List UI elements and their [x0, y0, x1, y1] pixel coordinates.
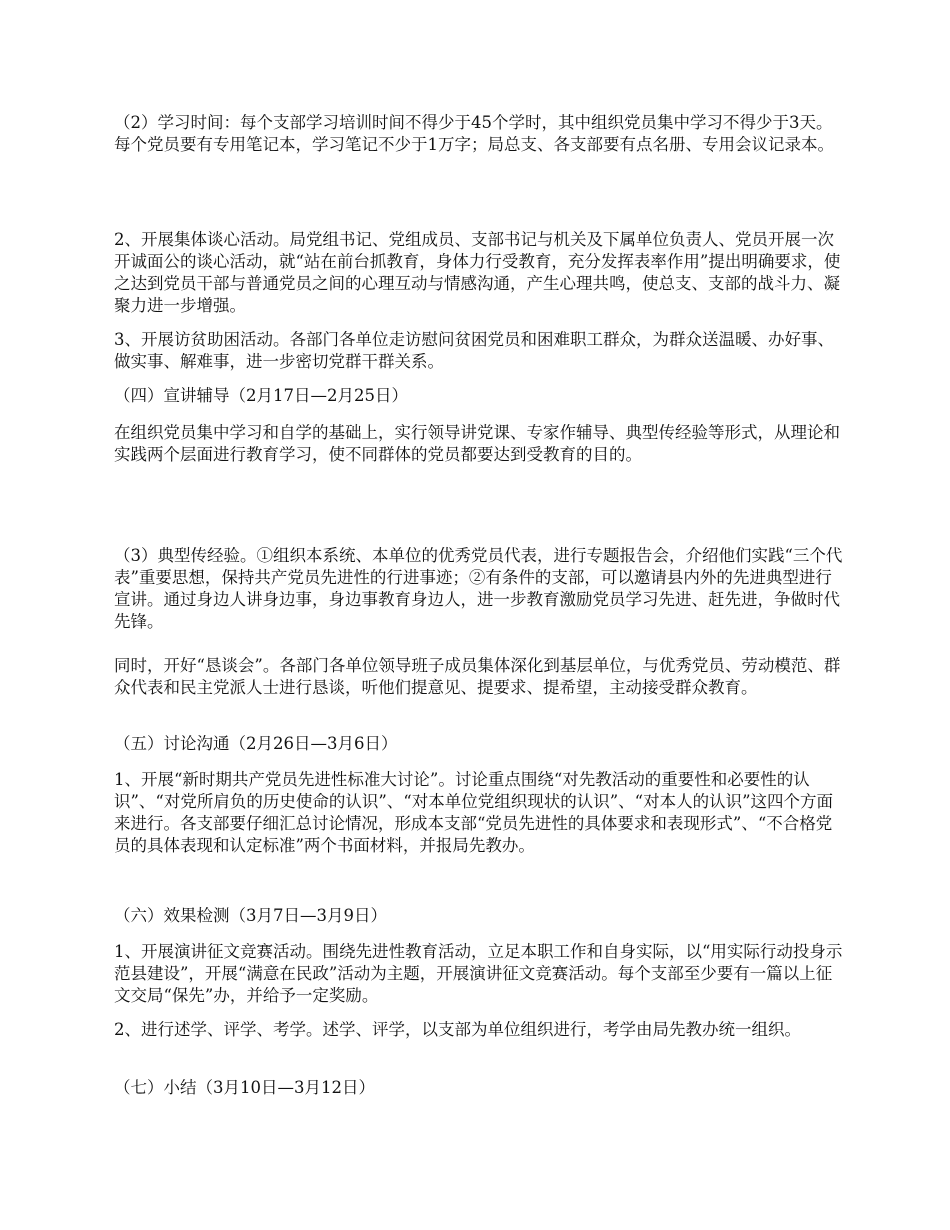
paragraph-typical-experience: （3）典型传经验。①组织本系统、本单位的优秀党员代表，进行专题报告会，介绍他们实践“三个代表”重要思想，保持共产党员先进性的行进事迹；②有条件的支部，可以邀请县内外的先进典型进行宣讲。通过身边人讲身边事，身边事教育身边人，进一步教育激励党员学习先进、赶先进，争做时代先锋。 — [114, 546, 843, 631]
paragraph-speech-contest: 1、开展演讲征文竞赛活动。围绕先进性教育活动，立足本职工作和自身实际，以“用实际行动投身示范县建设”，开展“满意在民政”活动为主题，开展演讲征文竞赛活动。每个支部至少要有一篇以上征文交局“保先”办，并给予一定奖励。 — [114, 942, 843, 1005]
paragraph-poverty-relief: 3、开展访贫助困活动。各部门各单位走访慰问贫困党员和困难职工群众，为群众送温暖、办好事、做实事、解难事，进一步密切党群干群关系。 — [114, 330, 834, 371]
section-heading-five: （五）讨论沟通（2月26日—3月6日） — [114, 734, 398, 753]
section-heading-seven: （七）小结（3月10日—3月12日） — [114, 1078, 375, 1097]
paragraph-lecture-guidance: 在组织党员集中学习和自学的基础上，实行领导讲党课、专家作辅导、典型传经验等形式，从理论和实践两个层面进行教育学习，使不同群体的党员都要达到受教育的目的。 — [114, 423, 840, 464]
section-heading-six: （六）效果检测（3月7日—3月9日） — [114, 906, 387, 925]
paragraph-standards-discussion: 1、开展“新时期共产党员先进性标准大讨论”。讨论重点围绕“对先教活动的重要性和必要性的认识”、“对党所肩负的历史使命的认识”、“对本单位党组织现状的认识”、“对本人的认识”这四个方面来进行。各支部要仔细汇总讨论情况，形成本支部“党员先进性的具体要求和表现形式”、“不合格党员的具体表现和认定标准”两个书面材料，并报局先教办。 — [114, 770, 834, 855]
paragraph-study-time: （2）学习时间：每个支部学习培训时间不得少于45个学时，其中组织党员集中学习不得少于3天。每个党员要有专用笔记本，学习笔记不少于1万字；局总支、各支部要有点名册、专用会议记录本。 — [114, 113, 834, 154]
paragraph-heart-to-heart: 2、开展集体谈心活动。局党组书记、党组成员、支部书记与机关及下属单位负责人、党员开展一次开诚面公的谈心活动，就“站在前台抓教育，身体力行受教育，充分发挥表率作用”提出明确要求，使之达到党员干部与普通党员之间的心理互动与情感沟通，产生心理共鸣，使总支、支部的战斗力、凝聚力进一步增强。 — [114, 230, 841, 315]
paragraph-forum: 同时，开好“恳谈会”。各部门各单位领导班子成员集体深化到基层单位，与优秀党员、劳动模范、群众代表和民主党派人士进行恳谈，听他们提意见、提要求、提希望，主动接受群众教育。 — [114, 656, 841, 697]
paragraph-study-review: 2、进行述学、评学、考学。述学、评学，以支部为单位组织进行，考学由局先教办统一组织。 — [114, 1020, 801, 1039]
section-heading-four: （四）宣讲辅导（2月17日—2月25日） — [114, 386, 408, 405]
